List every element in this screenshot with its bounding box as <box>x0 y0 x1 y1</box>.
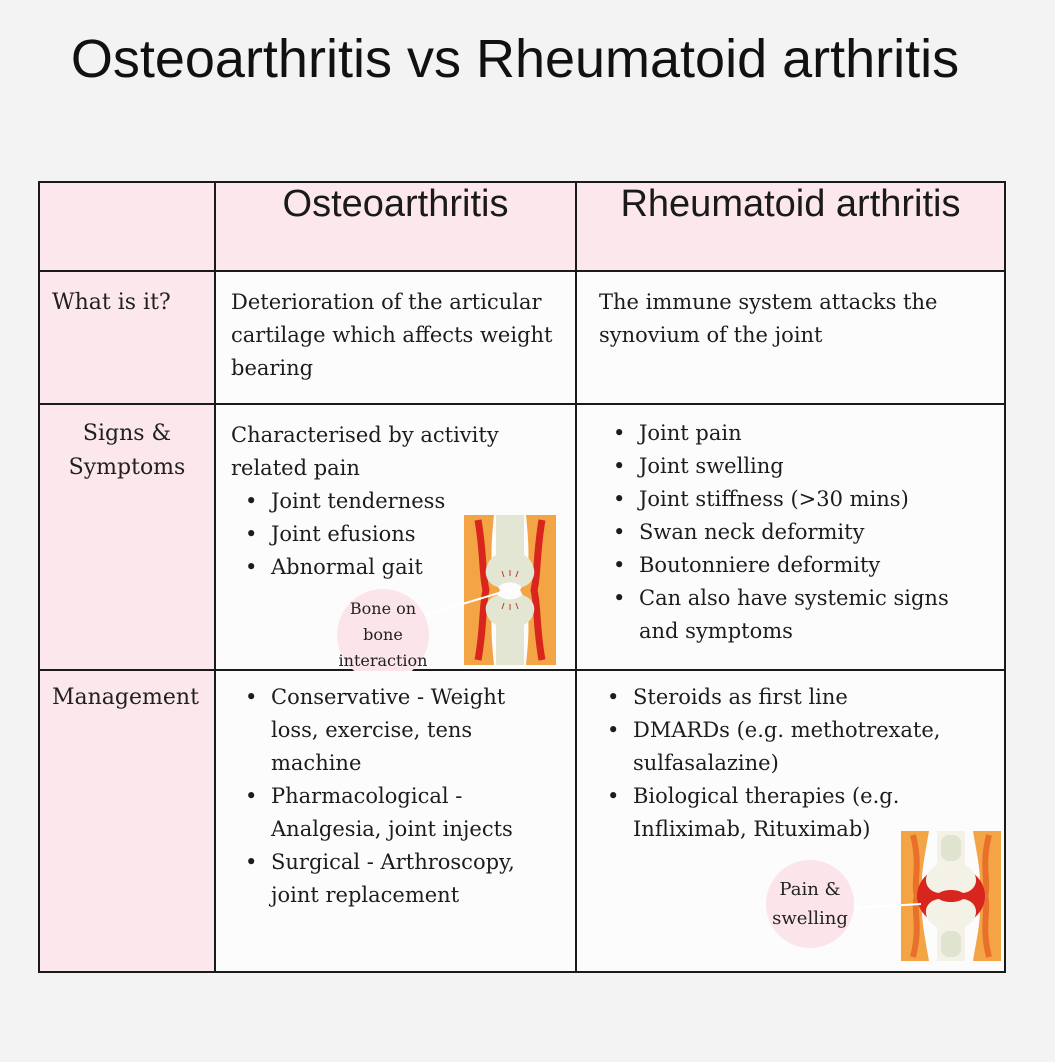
cell-rheum-management <box>576 670 1005 972</box>
list-item: • DMARDs (e.g. methotrexate, sulfasalazine) <box>633 714 953 780</box>
osteo-signs-intro: Characterised by activity related pain <box>231 423 499 480</box>
cell-osteo-definition <box>215 271 576 404</box>
rheum-management-list <box>593 681 953 846</box>
rheum-definition-text: The immune system attacks the synovium of the joint <box>599 290 938 347</box>
row-label-what-is-it <box>39 271 215 404</box>
signs-label-line2: Symptoms <box>68 455 186 480</box>
list-item: • Conservative - Weight loss, exercise, tens machine <box>271 681 539 780</box>
callout-line: interaction <box>338 651 428 670</box>
row-signs-symptoms <box>39 404 1005 670</box>
signs-label-line1: Signs & <box>82 421 172 446</box>
bone-on-bone-callout <box>337 589 429 681</box>
row-label-text: Management <box>52 685 199 710</box>
row-label-signs-symptoms <box>39 404 215 670</box>
osteo-management-list <box>231 681 539 912</box>
pointer-arrow <box>847 896 927 916</box>
header-row <box>39 182 1005 271</box>
cell-rheum-definition <box>576 271 1005 404</box>
cell-osteo-signs <box>215 404 576 670</box>
header-corner-cell <box>39 182 215 271</box>
cell-osteo-management <box>215 670 576 972</box>
row-label-management <box>39 670 215 972</box>
pain-swelling-callout <box>766 860 854 948</box>
list-item: • Joint tenderness <box>271 485 561 518</box>
list-item: • Joint pain <box>639 417 990 450</box>
list-item: • Joint efusions <box>271 518 561 551</box>
list-item: • Boutonniere deformity <box>639 549 990 582</box>
header-rheumatoid-arthritis: Rheumatoid arthritis <box>576 182 1005 271</box>
row-what-is-it <box>39 271 1005 404</box>
osteo-definition-text: Deterioration of the articular cartilage which affects weight bearing <box>231 290 553 380</box>
list-item: • Surgical - Arthroscopy, joint replacement <box>271 846 539 912</box>
rheum-signs-list <box>599 417 990 648</box>
cell-rheum-signs <box>576 404 1005 670</box>
page-title: Osteoarthritis vs Rheumatoid arthritis <box>70 29 960 89</box>
row-label-text: What is it? <box>52 290 171 315</box>
list-item: • Joint stiffness (>30 mins) <box>639 483 990 516</box>
callout-line: Bone on <box>349 599 417 618</box>
list-item: • Can also have systemic signs and symptoms <box>639 582 959 648</box>
list-item: • Swan neck deformity <box>639 516 990 549</box>
list-item: • Steroids as first line <box>633 681 953 714</box>
row-management <box>39 670 1005 972</box>
callout-line: Pain & <box>779 879 841 900</box>
comparison-table <box>38 181 1006 973</box>
list-item: • Abnormal gait <box>271 551 561 584</box>
callout-line: swelling <box>772 908 848 929</box>
list-item: • Biological therapies (e.g. Infliximab, Rituximab) <box>633 780 953 846</box>
list-item: • Pharmacological - Analgesia, joint injects <box>271 780 539 846</box>
callout-line: bone <box>363 625 403 644</box>
list-item: • Joint swelling <box>639 450 990 483</box>
header-osteoarthritis: Osteoarthritis <box>215 182 576 271</box>
